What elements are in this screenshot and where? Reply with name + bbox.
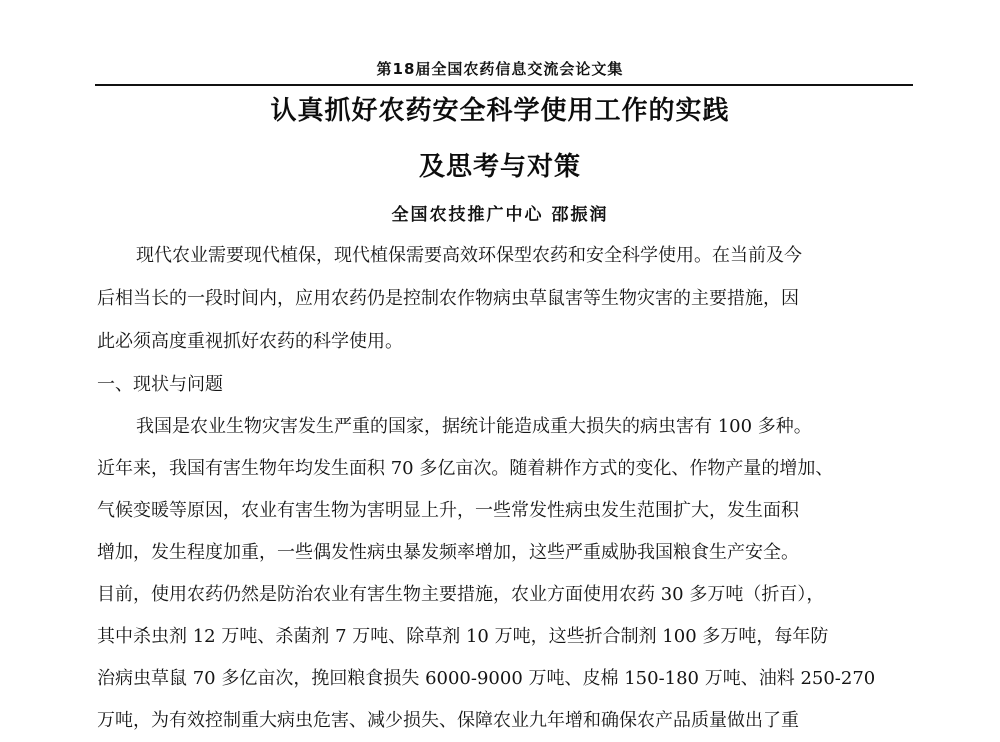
running-header: 第18届全国农药信息交流会论文集 [376,60,624,78]
title-line-2: 及思考与对策 [418,152,581,182]
header-rule [95,84,913,86]
body-text-line: 治病虫草鼠 70 多亿亩次，挽回粮食损失 6000-9000 万吨、皮棉 150-180 万吨、油料 250-270 [97,668,876,689]
body-text-line: 我国是农业生物灾害发生严重的国家，据统计能造成重大损失的病虫害有 100 多种。 [136,416,812,437]
body-text-line: 目前，使用农药仍然是防治农业有害生物主要措施，农业方面使用农药 30 多万吨（折百）， [97,584,825,605]
body-text-line: 现代农业需要现代植保，现代植保需要高效环保型农药和安全科学使用。在当前及今 [136,245,802,266]
body-text-line: 其中杀虫剂 12 万吨、杀菌剂 7 万吨、除草剂 10 万吨，这些折合制剂 100 多万吨，每年防 [97,626,829,647]
body-text-line: 气候变暖等原因，农业有害生物为害明显上升，一些常发性病虫发生范围扩大，发生面积 [97,500,799,521]
body-text-line: 近年来，我国有害生物年均发生面积 70 多亿亩次。随着耕作方式的变化、作物产量的增加、 [97,458,834,479]
body-text-line: 此必须高度重视抓好农药的科学使用。 [97,331,403,352]
body-text-line: 增加，发生程度加重，一些偶发性病虫暴发频率增加，这些严重威胁我国粮食生产安全。 [97,542,799,563]
body-text-line: 万吨，为有效控制重大病虫危害、减少损失、保障农业九年增和确保农产品质量做出了重 [97,710,799,731]
body-text-line: 后相当长的一段时间内，应用农药仍是控制农作物病虫草鼠害等生物灾害的主要措施，因 [97,288,799,309]
title-line-1: 认真抓好农药安全科学使用工作的实践 [270,96,730,126]
author-line: 全国农技推广中心 邵振润 [391,205,609,225]
section-heading: 一、现状与问题 [97,374,223,395]
